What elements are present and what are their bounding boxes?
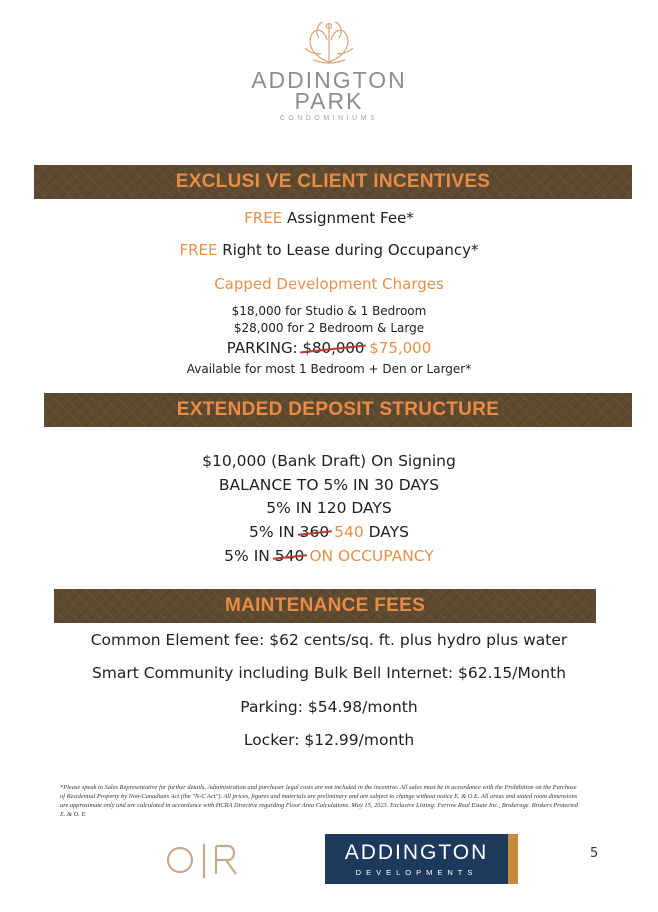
capped-charges-line: Capped Development Charges <box>214 275 444 293</box>
deposit-signing-line: $10,000 (Bank Draft) On Signing <box>202 452 456 470</box>
page-number: 5 <box>590 846 599 861</box>
deposit-heading: EXTENDED DEPOSIT STRUCTURE <box>176 399 500 420</box>
deposit-540-new: 540 <box>329 523 364 541</box>
maintenance-band <box>54 589 596 623</box>
deposit-balance-line: BALANCE TO 5% IN 30 DAYS <box>218 476 440 494</box>
incentives-band <box>34 165 632 199</box>
deposit-occupancy-prefix: 5% IN <box>224 547 275 565</box>
parking-new-price: $75,000 <box>364 339 432 357</box>
studio-charges-line: $18,000 for Studio & 1 Bedroom <box>231 304 427 318</box>
lease-text: Right to Lease during Occupancy* <box>217 241 479 259</box>
locker-fee-line: Locker: $12.99/month <box>243 731 415 749</box>
deposit-540-suffix: DAYS <box>363 523 410 541</box>
deposit-540-old: 360 <box>299 523 330 541</box>
deposit-occupancy-old: 540 <box>274 547 305 565</box>
logo-name-line1: ADDINGTON <box>251 67 407 93</box>
two-bedroom-charges-line: $28,000 for 2 Bedroom & Large <box>233 321 425 335</box>
or-logo-icon <box>164 840 244 880</box>
smart-community-line: Smart Community including Bulk Bell Internet: $62.15/Month <box>91 664 567 682</box>
parking-price-line <box>0 339 658 357</box>
peacock-emblem-icon <box>297 18 361 66</box>
developer-logo <box>325 834 518 884</box>
parking-fee-line: Parking: $54.98/month <box>240 698 418 716</box>
deposit-band <box>44 393 632 427</box>
parking-label: PARKING: <box>226 339 303 357</box>
deposit-540-prefix: 5% IN <box>248 523 300 541</box>
developer-name: ADDINGTON <box>344 841 489 864</box>
logo-name-line2: PARK <box>294 88 364 114</box>
incentives-heading: EXCLUSI VE CLIENT INCENTIVES <box>175 171 491 192</box>
common-element-fee-line: Common Element fee: $62 cents/sq. ft. plus hydro plus water <box>90 631 568 649</box>
parking-old-price: $80,000 <box>302 339 365 357</box>
assignment-fee-text: Assignment Fee* <box>282 209 414 227</box>
logo-subtitle: CONDOMINIUMS <box>279 115 379 122</box>
developer-subtitle: DEVELOPMENTS <box>355 868 478 877</box>
deposit-occupancy-line <box>0 547 658 565</box>
assignment-fee-line <box>0 209 658 227</box>
deposit-occupancy-new: ON OCCUPANCY <box>304 547 434 565</box>
deposit-120-days-line: 5% IN 120 DAYS <box>266 499 392 517</box>
project-logo <box>0 18 658 122</box>
deposit-540-days-line <box>0 523 658 541</box>
lease-line <box>0 241 658 259</box>
maintenance-heading: MAINTENANCE FEES <box>224 595 426 616</box>
lease-free-label: FREE <box>179 241 218 259</box>
availability-line: Available for most 1 Bedroom + Den or Larger* <box>186 362 472 376</box>
assignment-free-label: FREE <box>244 209 283 227</box>
disclaimer-text: *Please speak to Sales Representative for further details. Administration and purchaser legal costs are not included in the incentive. All sales must be in accordance with the Prohibition on the Purchase of Residential Property by Non-Canadians Act (the "N-C Act"). All prices, figures and materials are preliminary and are subject to change without notice E. & O.E. All areas and stated room dimensions are approximate only and are calculated in accordance with HCRA Directive regarding Floor Area Calculations. May 15, 2023. Exclusive Listing: Ferrow Real Estate Inc., Brokerage. Brokers Protected E. & O. E <box>60 784 579 818</box>
